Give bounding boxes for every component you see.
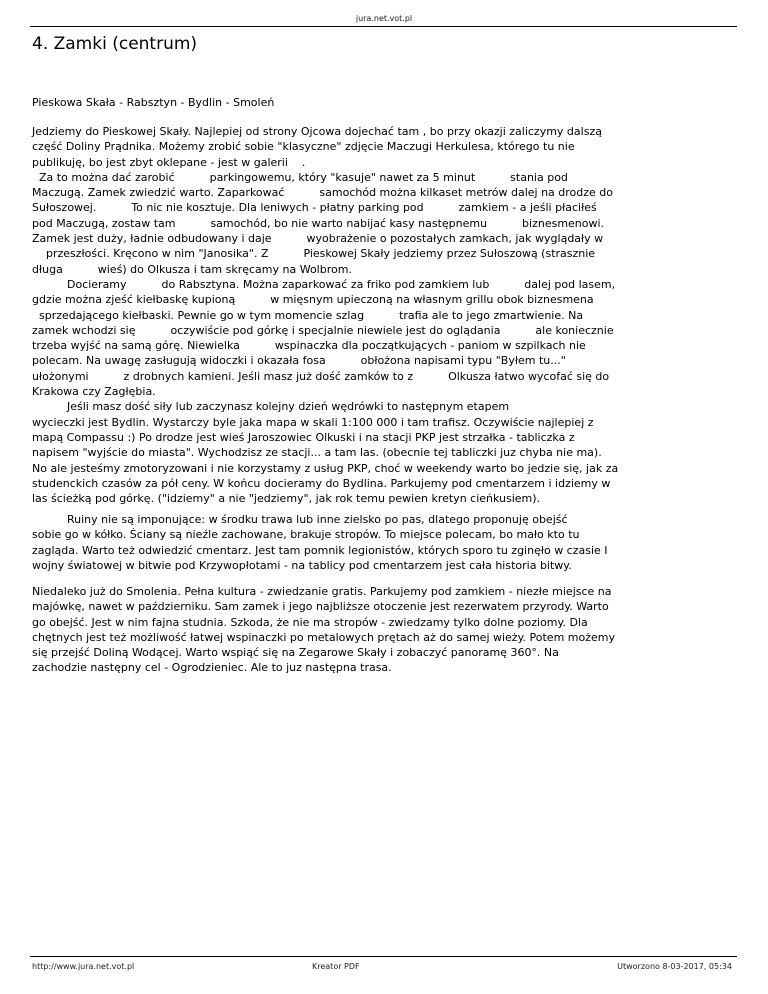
footer-created-date: Utworzono 8-03-2017, 05:34 — [617, 962, 732, 971]
header-url: jura.net.vot.pl — [355, 14, 413, 23]
paragraph-pieskowa-rabsztyn-bydlin: Jedziemy do Pieskowej Skały. Najlepiej od strony Ojcowa dojechać tam , bo przy okazji zaliczymy dalszą część Doliny Prądnika. Możemy zrobić sobie "klasyczne" zdjęcie Maczugi Herkulesa, którego tu nie publikuję, bo jest zbyt oklepane - jest w galerii . Za to można dać zarobić parkingowemu, który "kasuje" nawet za 5 minut stania pod Maczugą. Zamek zwiedzić warto. Zaparkować samochód można kilkaset metrów dalej na drodze do Sułoszowej. To nic nie kosztuje. Dla leniwych - płatny parking pod zamkiem - a jeśli płaciłeś pod Maczugą, zostaw tam samochód, bo nie warto nabijać kasy następnemu biznesmenowi. Zamek jest duży, ładnie odbudowany i daje wyobrażenie o pozostałych zamkach, jak wyglądały w przeszłości. Kręcono w nim "Janosika". Z Pieskowej Skały jedziemy przez Sułoszową (strasznie długa wieś) do Olkusza i tam skręcamy na Wolbrom. Docieramy do Rabsztyna. Można zaparkować za friko pod zamkiem lub dalej pod lasem, gdzie można zjeść kiełbaskę kupioną w mięsnym upieczoną na własnym grillu obok biznesmena sprzedającego kiełbaski. Pewnie go w tym momencie szlag trafia ale to jego zmartwienie. Na zamek wchodzi się oczywiście pod górkę i specjalnie niewiele jest do oglądania ale koniecznie trzeba wyjść na samą górę. Niewielka wspinaczka dla początkujących - paniom w szpilkach nie polecam. Na uwagę zasługują widoczki i okazała fosa obłożona napisami typu "Byłem tu..." ułożonymi z drobnych kamieni. Jeśli masz już dość zamków to z Olkusza łatwo wycofać się do Krakowa czy Zagłębia. Jeśli masz dość siły lub zaczynasz kolejny dzień wędrówki to następnym etapem wycieczki jest Bydlin. Wystarczy byle jaka mapa w skali 1:100 000 i tam trafisz. Oczywiście najlepiej z mapą Compassu :) Po drodze jest wieś Jaroszowiec Olkuski i na stacji PKP jest strzałka - tabliczka z napisem "wyjście do miasta". Wychodzisz ze stacji... a tam las. (obecnie tej tabliczki juz chyba nie ma). No ale jesteśmy zmotoryzowani i nie korzystamy z usług PKP, choć w weekendy warto bo jedzie się, jak za studenckich czasów za pół ceny. W końcu docieramy do Bydlina. Parkujemy pod cmentarzem i idziemy w las ścieżką pod górkę. ("idziemy" a nie "jedziemy", jak rok temu pewien kretyn cieńkusiem). — [32, 125, 619, 506]
paragraph-bydlin-ruins: Ruiny nie są imponujące: w środku trawa lub inne zielsko po pas, dlatego proponuję obejść sobie go w kółko. Ściany są nieźle zachowane, brakuje stropów. To miejsce polecam, bo mało kto tu zagląda. Warto też odwiedzić cmentarz. Jest tam pomnik legionistów, których sporo tu zginęło w czasie I wojny światowej w bitwie pod Krzywopłotami - na tablicy pod cmentarzem jest cała historia bitwy. — [32, 513, 608, 572]
route-subtitle: Pieskowa Skała - Rabsztyn - Bydlin - Smoleń — [32, 96, 275, 109]
footer-url: http://www.jura.net.vot.pl — [32, 962, 135, 971]
footer-divider — [30, 956, 737, 957]
paragraph-smolen: Niedaleko już do Smolenia. Pełna kultura - zwiedzanie gratis. Parkujemy pod zamkiem - niezłe miejsce na majówkę, nawet w październiku. Sam zamek i jego najbliższe otoczenie jest rezerwatem przyrody. Warto go obejść. Jest w nim fajna studnia. Szkoda, że nie ma stropów - zwiedzamy tylko dolne poziomy. Dla chętnych jest też możliwość łatwej wspinaczki po metalowych prętach aż do samej wieży. Potem możemy się przejść Doliną Wodącej. Warto wspiąć się na Zegarowe Skały i zobaczyć panoramę 360°. Na zachodzie następny cel - Ogrodzieniec. Ale to juz następna trasa. — [32, 585, 615, 675]
footer-creator: Kreator PDF — [312, 962, 360, 971]
header-divider — [30, 26, 737, 27]
page-title: 4. Zamki (centrum) — [32, 34, 198, 54]
